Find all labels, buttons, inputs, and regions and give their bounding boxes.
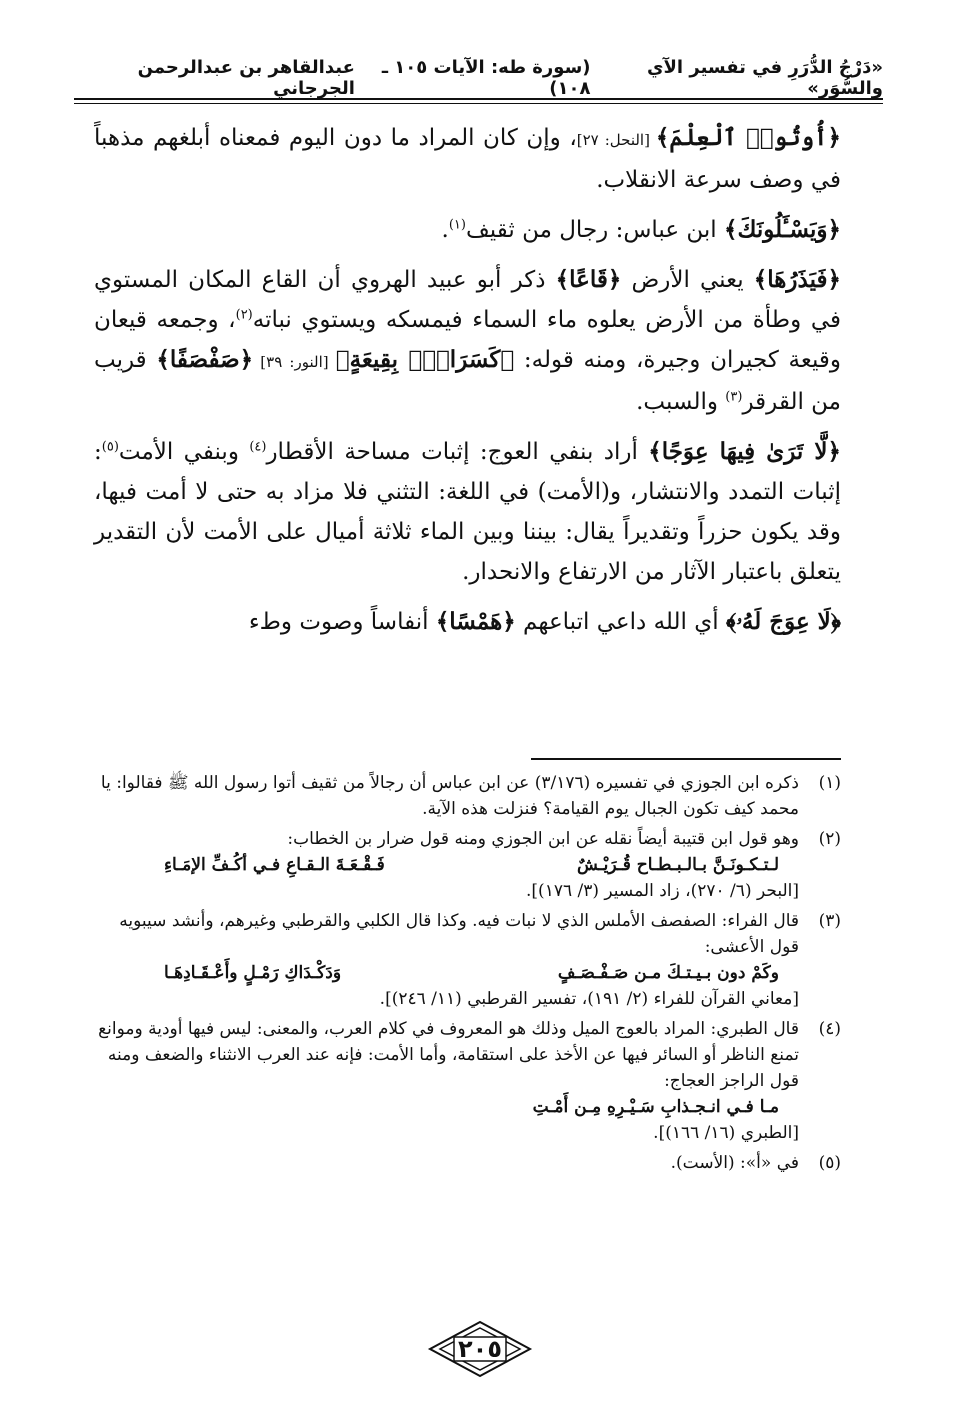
quran-quote: ﴿وَيَسْـَٔلُونَكَ﴾ — [724, 216, 841, 243]
header-rule-thin — [74, 103, 883, 104]
footnote-number: (١) — [818, 773, 841, 793]
verse-hemistich: وكَمْ دون بـيـتـكَ مـن صَـفْـصَـفٍ — [557, 963, 779, 983]
header-surah-range: (سورة طه: الآيات ١٠٥ ـ ١٠٨) — [381, 57, 591, 99]
paragraph-text: قريب من القرقر — [94, 347, 841, 415]
footnote-text: قال الطبري: المراد بالعوج الميل وذلك هو المعروف في كلام العرب، والمعنى: ليس فيها أودية وموانع تمنع الناظر أو السائر فيها عن الأخذ على استقامة، وأما الأمت: فإنه عند العرب الانثناء والضعف ومنه قول الراجز العجاج: — [98, 1019, 799, 1091]
verse-citation: [النحل: ٢٧] — [576, 131, 656, 149]
footnotes — [94, 770, 841, 1180]
footnote-text: ذكره ابن الجوزي في تفسيره (٣/١٧٦) عن ابن عباس أن رجالاً من ثقيف أتوا رسول الله ﷺ فقالوا: يا محمد كيف تكون الجبال يوم القيامة؟ فنزلت هذه الآية. — [100, 773, 799, 819]
footnote-text: في «أ»: (الأست). — [670, 1153, 799, 1173]
footnote-separator — [531, 758, 841, 760]
paragraph-text: أراد بنفي العوج: إثبات مساحة الأقطار — [266, 439, 649, 465]
paragraph-text: . — [441, 217, 449, 243]
footnote-body — [94, 770, 799, 822]
paragraph-text: ذكر أبو عبيد الهروي أن القاع المكان المستوي في وطأة من الأرض يعلوه ماء السماء فيمسكه ويستوي نباته — [94, 267, 841, 333]
quran-quote: ﴿لَّا تَرَىٰ فِيهَا عِوَجًا﴾ — [648, 438, 841, 465]
main-text — [94, 118, 841, 652]
footnote-body — [94, 1016, 799, 1146]
footnote-ref: (٤) — [249, 439, 267, 455]
poetry-verse — [94, 960, 799, 986]
footnote-body — [94, 1150, 799, 1176]
footnote-reference: [الطبري (١٦/ ١٦٦)]. — [653, 1123, 799, 1143]
header-author: عبدالقاهر بن عبدالرحمن الجرجاني — [137, 57, 355, 99]
paragraph-text: أنفاساً وصوت وطء — [248, 609, 436, 635]
paragraph-text: ، وإن كان المراد ما دون اليوم فمعناه أبلغهم مذهباً في وصف سرعة الانقلاب. — [94, 125, 841, 193]
footnote — [94, 1016, 841, 1146]
footnote — [94, 770, 841, 822]
paragraph-text: والسبب. — [636, 389, 726, 415]
quran-quote: ﴿كَسَرَابٍۭ بِقِيعَةٍ﴾ — [335, 346, 515, 373]
footnote — [94, 1150, 841, 1176]
poetry-verse — [94, 852, 799, 878]
paragraph-text: أي الله داعي اتباعهم — [515, 609, 726, 635]
footnote-number: (٤) — [818, 1019, 841, 1039]
footnote-ref: (١) — [448, 217, 466, 233]
paragraph-text: : إثبات التمدد والانتشار، و(الأمت) في اللغة: التثني فلا مزاد به حتى لا أمت فيها، وقد يكون حزراً وتقديراً يقال: بيننا وبين الماء ثلاثة أميال على الأمت لأن التقدير يتعلق باعتبار الآثار من الارتفاع والانحدار. — [94, 439, 841, 585]
footnote-number: (٥) — [818, 1153, 841, 1173]
paragraph-text: وبنفي الأمت — [118, 439, 250, 465]
quran-quote: ﴿قَاعًا﴾ — [555, 266, 622, 293]
running-header — [74, 58, 883, 98]
paragraph-text: ، وجمعه قيعان وقيعة كجيران وجيرة، ومنه قوله: — [94, 307, 841, 373]
paragraph — [94, 118, 841, 200]
paragraph-text: ابن عباس: رجال من ثقيف — [465, 217, 724, 243]
footnote-number: (٣) — [818, 911, 841, 931]
poetry-verse — [94, 1094, 799, 1120]
footnote-number: (٢) — [818, 829, 841, 849]
footnote-text: وهو قول ابن قتيبة أيضاً نقله عن ابن الجوزي ومنه قول ضرار بن الخطاب: — [287, 829, 799, 849]
verse-hemistich: فَـقْـعَـةَ الـقـاعِ فـي أكُـفِّ الإمَـاءِ — [164, 855, 385, 875]
verse-hemistich: مـا فـي انـجـذابِ سَـيْـرِهِ مِـن أَمْـتِ — [532, 1097, 779, 1117]
footnote-ref: (٢) — [235, 307, 253, 323]
header-book-title: «دَرْجُ الدُّرَرِ في تفسير الآي والسُّوَر» — [647, 57, 883, 99]
footnote — [94, 908, 841, 1012]
footnote-reference: [البحر (٦/ ٢٧٠)، زاد المسير (٣/ ١٧٦)]. — [526, 881, 799, 901]
footnote — [94, 826, 841, 904]
paragraph — [94, 210, 841, 250]
quran-quote: ﴿هَمْسًا﴾ — [435, 608, 516, 635]
header-rule — [74, 98, 883, 100]
footnote-text: قال الفراء: الصفصف الأملس الذي لا نبات فيه. وكذا قال الكلبي والقرطبي وغيرهم، وأنشد سيبويه قول الأعشى: — [119, 911, 799, 957]
verse-citation: [النور: ٣٩] — [253, 353, 336, 371]
paragraph-text: يعني الأرض — [621, 267, 754, 293]
footnote-reference: [معاني القرآن للفراء (٢/ ١٩١)، تفسير القرطبي (١١/ ٢٤٦)]. — [379, 989, 799, 1009]
paragraph — [94, 602, 841, 642]
verse-hemistich: وَدَكْـدَاكِ رَمْـلٍ وأَعْـقَـادِهَـا — [164, 963, 342, 983]
quran-quote: ﴿أُوتُوا۟ ٱلْعِلْمَ﴾ — [655, 124, 841, 151]
footnote-ref: (٥) — [101, 439, 119, 455]
quran-quote: ﴿لَا عِوَجَ لَهُۥ﴾ — [725, 608, 841, 635]
quran-quote: ﴿صَفْصَفًا﴾ — [156, 346, 254, 373]
quran-quote: ﴿فَيَذَرُهَا﴾ — [753, 266, 841, 293]
verse-hemistich: لـتـكـونَـنَّ بـالـبـطـاح قُـرَيْـشٌ — [576, 855, 779, 875]
page-number-ornament — [426, 1320, 534, 1378]
paragraph — [94, 432, 841, 592]
page-number: ٢٠٥ — [458, 1335, 502, 1363]
footnote-body — [94, 908, 799, 1012]
footnote-ref: (٣) — [725, 389, 743, 405]
paragraph — [94, 260, 841, 422]
footnote-body — [94, 826, 799, 904]
